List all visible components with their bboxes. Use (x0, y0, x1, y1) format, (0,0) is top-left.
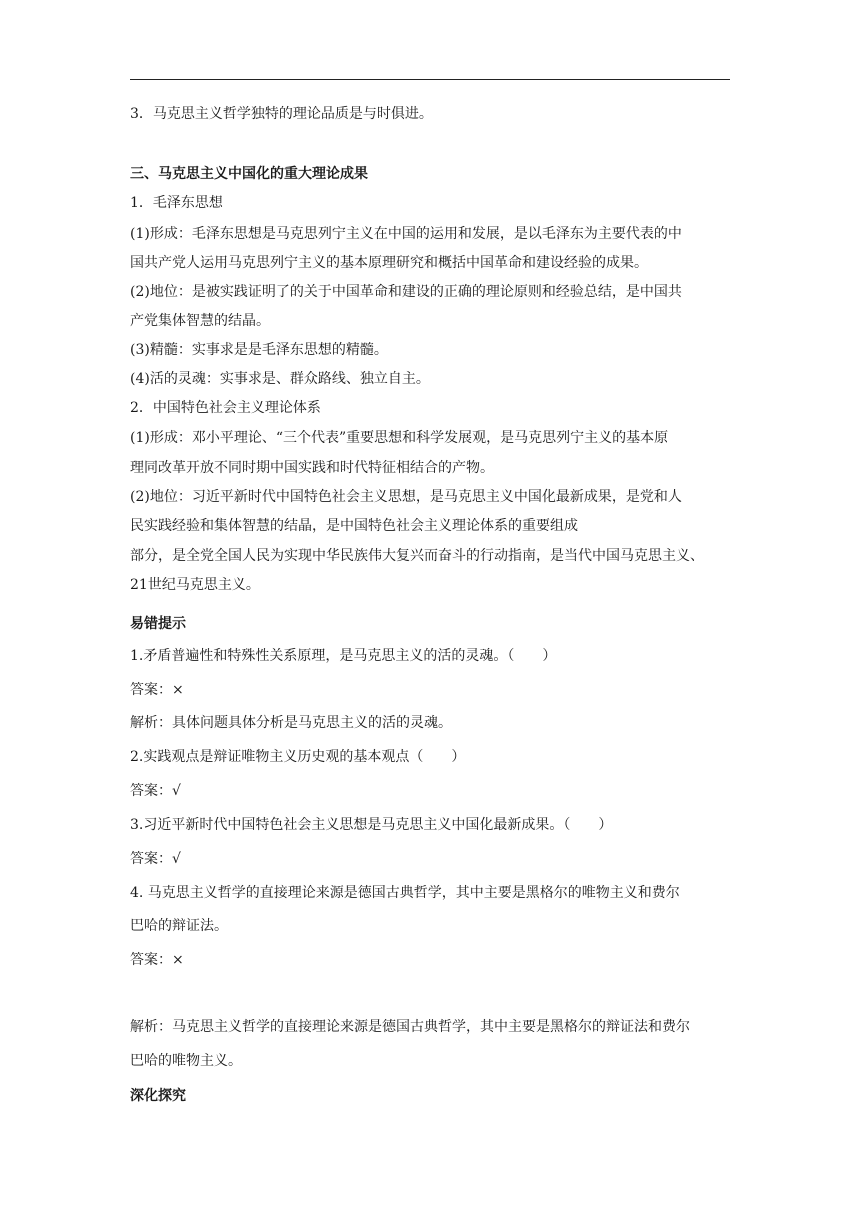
explanation-line: 巴哈的唯物主义。 (130, 1053, 242, 1069)
text-line: 部分，是全党全国人民为实现中华民族伟大复兴而奋斗的行动指南，是当代中国马克思主义、 (130, 548, 704, 564)
text-line: 产党集体智慧的结晶。 (130, 313, 270, 329)
question-line: 2.实践观点是辩证唯物主义历史观的基本观点（ ） (130, 749, 466, 765)
question-line: 1.矛盾普遍性和特殊性关系原理，是马克思主义的活的灵魂。（ ） (130, 648, 557, 664)
text-line: (1)形成：邓小平理论、“三个代表”重要思想和科学发展观，是马克思列宁主义的基本原 (130, 430, 669, 446)
text-line: (3)精髓：实事求是是毛泽东思想的精髓。 (130, 342, 388, 358)
text-line: 民实践经验和集体智慧的结晶，是中国特色社会主义理论体系的重要组成 (130, 518, 578, 534)
question-line: 3.习近平新时代中国特色社会主义思想是马克思主义中国化最新成果。（ ） (130, 817, 613, 833)
text-line: 2．中国特色社会主义理论体系 (130, 400, 321, 416)
text-line: (1)形成：毛泽东思想是马克思列宁主义在中国的运用和发展，是以毛泽东为主要代表的中 (130, 226, 682, 242)
header-rule (130, 79, 730, 80)
answer-line: 答案：× (130, 952, 184, 968)
explanation-line: 解析：具体问题具体分析是马克思主义的活的灵魂。 (130, 715, 452, 731)
text-line: 国共产党人运用马克思列宁主义的基本原理研究和概括中国革命和建设经验的成果。 (130, 255, 648, 271)
tips-heading: 易错提示 (130, 616, 186, 632)
text-line: (2)地位：习近平新时代中国特色社会主义思想，是马克思主义中国化最新成果，是党和人 (130, 489, 682, 505)
question-line: 巴哈的辩证法。 (130, 918, 228, 934)
text-line: 1．毛泽东思想 (130, 195, 223, 211)
text-line: 3．马克思主义哲学独特的理论品质是与时俱进。 (130, 106, 433, 122)
text-line: 理同改革开放不同时期中国实践和时代特征相结合的产物。 (130, 460, 494, 476)
text-line: 21世纪马克思主义。 (130, 577, 260, 593)
answer-line: 答案：√ (130, 783, 181, 799)
deepen-heading: 深化探究 (130, 1088, 186, 1104)
section-heading: 三、马克思主义中国化的重大理论成果 (130, 166, 368, 182)
explanation-line: 解析：马克思主义哲学的直接理论来源是德国古典哲学，其中主要是黑格尔的辩证法和费尔 (130, 1019, 690, 1035)
text-line: (2)地位：是被实践证明了的关于中国革命和建设的正确的理论原则和经验总结，是中国共 (130, 284, 682, 300)
answer-line: 答案：√ (130, 851, 181, 867)
question-line: 4. 马克思主义哲学的直接理论来源是德国古典哲学，其中主要是黑格尔的唯物主义和费尔 (130, 885, 680, 901)
text-line: (4)活的灵魂：实事求是、群众路线、独立自主。 (130, 371, 430, 387)
answer-line: 答案：× (130, 682, 184, 698)
